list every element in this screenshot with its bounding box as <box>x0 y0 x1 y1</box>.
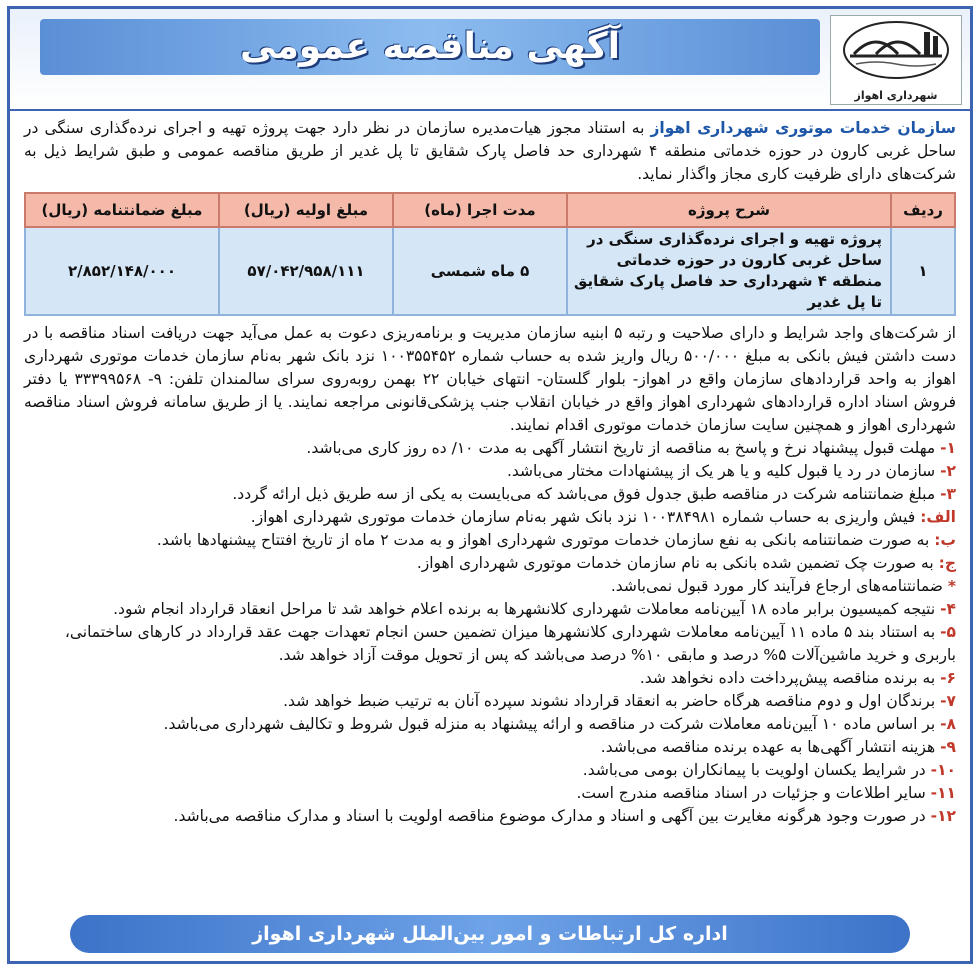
list-item <box>24 552 956 575</box>
item-number: ۸- <box>940 715 956 733</box>
notice-page <box>7 6 973 964</box>
footer-text: اداره کل ارتباطات و امور بین‌الملل شهرداری اهواز <box>252 923 728 945</box>
item-text: مهلت قبول پیشنهاد نرخ و پاسخ به مناقصه از تاریخ انتشار آگهی به مدت ۱۰/ ده روز کاری می‌باشد. <box>306 439 941 457</box>
header-base-amount: مبلغ اولیه (ریال) <box>219 193 393 227</box>
item-text: برندگان اول و دوم مناقصه هرگاه حاضر به انعقاد قرارداد نشوند سپرده آنان به ترتیب ضبط خواهد شد. <box>283 692 941 710</box>
item-number: * <box>947 577 956 595</box>
item-number: ب: <box>934 531 956 549</box>
item-number: ۱- <box>940 439 956 457</box>
footer-banner <box>70 915 910 953</box>
item-text: به برنده مناقصه پیش‌پرداخت داده نخواهد شد. <box>639 669 941 687</box>
cell-row-number: ۱ <box>891 227 955 315</box>
item-text: نتیجه کمیسیون برابر ماده ۱۸ آیین‌نامه معاملات شهرداری کلانشهرها به برنده اعلام خواهد شد تا مراحل انعقاد قرارداد انجام شود. <box>113 600 941 618</box>
item-text: فیش واریزی به حساب شماره ۱۰۰۳۸۴۹۸۱ نزد بانک شهر به‌نام سازمان خدمات موتوری شهرداری اهواز. <box>250 508 921 526</box>
conditions-list <box>24 437 956 828</box>
item-number: ۱۰- <box>930 761 956 779</box>
item-number: ۲- <box>940 462 956 480</box>
item-text: به استناد بند ۵ ماده ۱۱ آیین‌نامه معاملات شهرداری کلانشهرها میزان تضمین حسن انجام تعهدات جهت عقد قرارداد در کارهای ساختمانی، باربری و خرید ماشین‌آلات ۵% درصد و مابقی ۱۰% درصد می‌باشد که پس از تحویل موقت آزاد خواهد شد. <box>64 623 956 664</box>
list-item <box>24 782 956 805</box>
cell-description: پروژه تهیه و اجرای نرده‌گذاری سنگی در ساحل غربی کارون در حوزه خدماتی منطقه ۴ شهرداری حد فاصل پارک شقایق تا پل غدیر <box>567 227 891 315</box>
header-guarantee: مبلغ ضمانتنامه (ریال) <box>25 193 219 227</box>
item-text: هزینه انتشار آگهی‌ها به عهده برنده مناقصه می‌باشد. <box>600 738 941 756</box>
bridge-logo-icon <box>836 16 956 82</box>
item-text: مبلغ ضمانتنامه شرکت در مناقصه طبق جدول فوق می‌باشد که می‌بایست به یکی از سه طریق ذیل ارائه گردد. <box>232 485 941 503</box>
list-item <box>24 460 956 483</box>
list-item <box>24 713 956 736</box>
list-item <box>24 690 956 713</box>
cell-guarantee: ۲/۸۵۲/۱۴۸/۰۰۰ <box>25 227 219 315</box>
organization-name: سازمان خدمات موتوری شهرداری اهواز <box>650 119 956 137</box>
header-row-number: ردیف <box>891 193 955 227</box>
item-text: سازمان در رد یا قبول کلیه و یا هر یک از پیشنهادات مختار می‌باشد. <box>506 462 941 480</box>
list-item <box>24 506 956 529</box>
header-description: شرح پروژه <box>567 193 891 227</box>
intro-paragraph <box>24 117 956 186</box>
item-text: بر اساس ماده ۱۰ آیین‌نامه معاملات شرکت در مناقصه و ارائه پیشنهاد به منزله قبول شروط و تکالیف شهرداری می‌باشد. <box>163 715 941 733</box>
list-item <box>24 667 956 690</box>
list-item <box>24 598 956 621</box>
item-text: سایر اطلاعات و جزئیات در اسناد مناقصه مندرج است. <box>576 784 931 802</box>
cell-base-amount: ۵۷/۰۴۲/۹۵۸/۱۱۱ <box>219 227 393 315</box>
list-item <box>24 736 956 759</box>
list-item <box>24 759 956 782</box>
table-header-row <box>25 193 955 227</box>
item-text: در صورت وجود هرگونه مغایرت بین آگهی و اسناد و مدارک موضوع مناقصه اولویت با اسناد و مدارک مناقصه می‌باشد. <box>173 807 931 825</box>
item-number: ۱۱- <box>930 784 956 802</box>
list-item <box>24 437 956 460</box>
municipality-logo <box>830 15 962 105</box>
list-item <box>24 621 956 667</box>
table-row <box>25 227 955 315</box>
item-number: ۷- <box>940 692 956 710</box>
list-item <box>24 805 956 828</box>
title-banner <box>40 19 820 75</box>
invitation-paragraph: از شرکت‌های واجد شرایط و دارای صلاحیت و رتبه ۵ ابنیه سازمان مدیریت و برنامه‌ریزی دعوت به عمل می‌آید جهت دریافت اسناد مناقصه با در دست داشتن فیش بانکی به مبلغ ۵۰۰/۰۰۰ ریال واریز شده به حساب شماره ۱۰۰۳۵۵۴۵۲ نزد بانک شهر به‌نام سازمان خدمات موتوری شهرداری اهواز به واحد قراردادهای سازمان واقع در اهواز- بلوار گلستان- انتهای خیابان ۲۲ بهمن روبه‌روی سرای سالمندان تلفن: ۹- ۳۳۳۹۹۵۶۸ یا دفتر فروش اسناد اداره قراردادهای شهرداری اهواز واقع در خیابان انقلاب جنب پزشکی‌قانونی مراجعه نمایند. یا از طریق سامانه فروش اسناد مناقصه شهرداری اهواز و همچنین سایت سازمان خدمات موتوری اقدام نمایند. <box>24 324 956 434</box>
logo-caption: شهرداری اهواز <box>854 89 938 102</box>
header-duration: مدت اجرا (ماه) <box>393 193 567 227</box>
item-text: به صورت ضمانتنامه بانکی به نفع سازمان خدمات موتوری شهرداری اهواز و به مدت ۲ ماه از تاریخ افتتاح پیشنهادها باشد. <box>156 531 935 549</box>
header <box>10 9 970 111</box>
item-text: در شرایط یکسان اولویت با پیمانکاران بومی می‌باشد. <box>582 761 931 779</box>
item-number: ۹- <box>940 738 956 756</box>
item-number: ۴- <box>940 600 956 618</box>
tender-table <box>24 192 956 316</box>
item-number: ۶- <box>940 669 956 687</box>
item-number: ج: <box>938 554 956 572</box>
notice-content <box>10 111 970 828</box>
cell-duration: ۵ ماه شمسی <box>393 227 567 315</box>
item-number: الف: <box>920 508 956 526</box>
item-text: به صورت چک تضمین شده بانکی به نام سازمان خدمات موتوری شهرداری اهواز. <box>416 554 939 572</box>
item-number: ۱۲- <box>930 807 956 825</box>
list-item <box>24 575 956 598</box>
intro-text: به استناد مجوز هیات‌مدیره سازمان در نظر دارد جهت پروژه تهیه و اجرای نرده‌گذاری سنگی در ساحل غربی کارون در حوزه خدماتی منطقه ۴ شهرداری حد فاصل پارک شقایق تا پل غدیر از طریق مناقصه عمومی و طبق شرایط ذیل به شرکت‌های دارای ظرفیت کاری مجاز واگذار نماید. <box>24 119 956 183</box>
list-item <box>24 529 956 552</box>
list-item <box>24 483 956 506</box>
page-title: آگهی مناقصه عمومی <box>240 26 620 67</box>
item-number: ۳- <box>940 485 956 503</box>
item-number: ۵- <box>940 623 956 641</box>
item-text: ضمانتنامه‌های ارجاع فرآیند کار مورد قبول نمی‌باشد. <box>610 577 948 595</box>
